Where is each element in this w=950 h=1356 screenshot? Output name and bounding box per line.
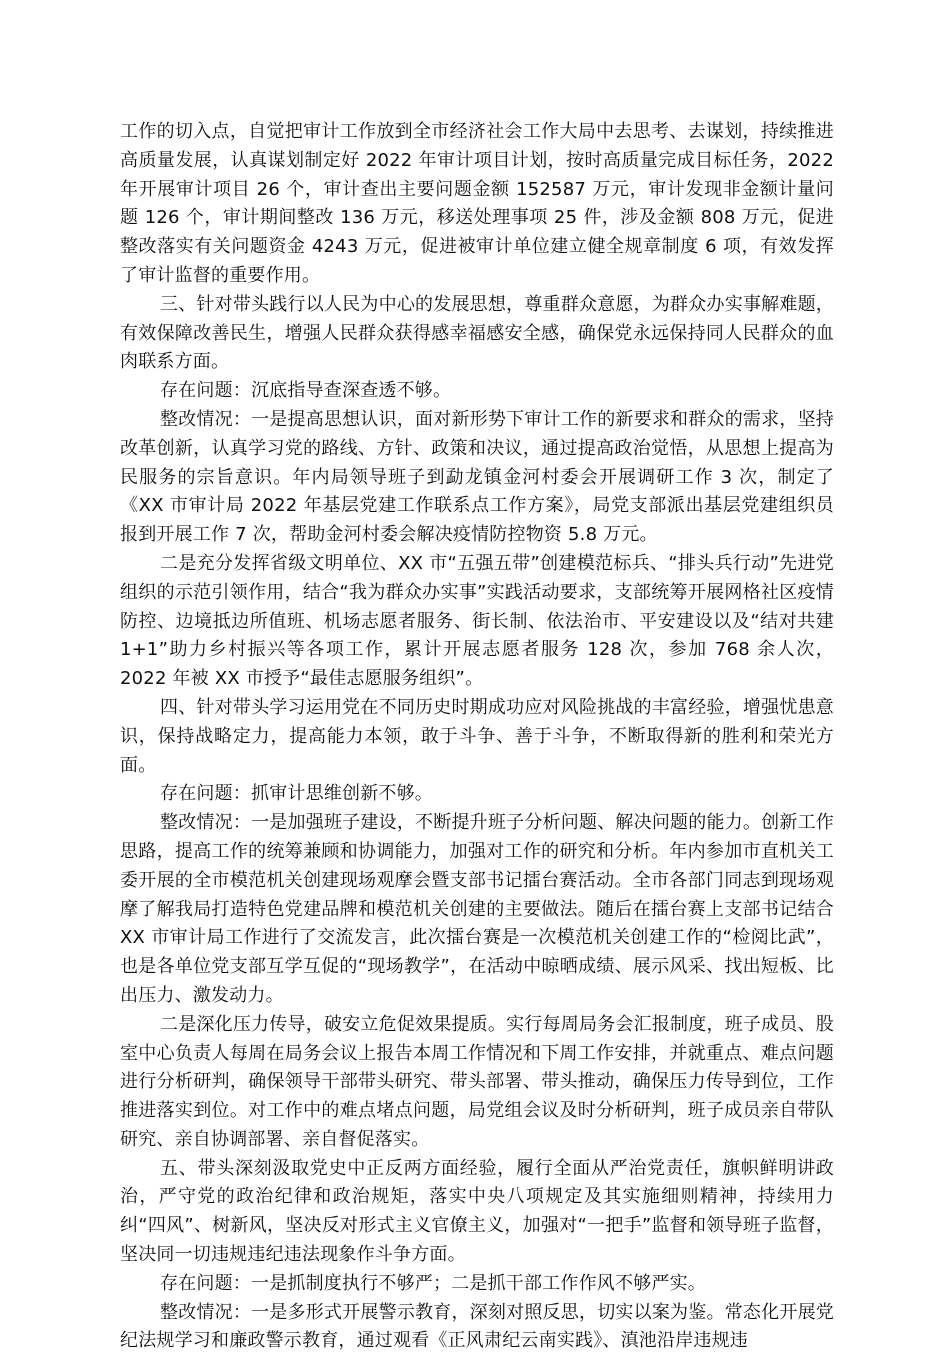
paragraph-section-five-rectification-1: 整改情况：一是多形式开展警示教育，深刻对照反思，切实以案为鉴。常态化开展党纪法规学习和廉政警示教育，通过观看《正风肃纪云南实践》、滇池沿岸违规违 [120, 1301, 834, 1352]
paragraph-section-three-problem: 存在问题：沉底指导查深查透不够。 [160, 380, 452, 402]
paragraph-section-three-rectification-2: 二是充分发挥省级文明单位、XX 市“五强五带”创建模范标兵、“排头兵行动”先进党组织的示范引领作用，结合“我为群众办实事”实践活动要求，支部统筹开展网格社区疫情防控、边境抵边所值班、机场志愿者服务、街长制、依法治市、平安建设以及“结对共建 1+1”助力乡村振兴等各项工作，累计开展志愿者服务 128 次，参加 768 余人次，2022 年被 XX 市授予“最佳志愿服务组织”。 [120, 552, 834, 690]
paragraph-section-three-heading: 三、针对带头践行以人民为中心的发展思想，尊重群众意愿，为群众办实事解难题，有效保障改善民生，增强人民群众获得感幸福感安全感，确保党永远保持同人民群众的血肉联系方面。 [120, 293, 834, 373]
paragraph-section-four-heading: 四、针对带头学习运用党在不同历史时期成功应对风险挑战的丰富经验，增强忧患意识，保持战略定力，提高能力本领，敢于斗争、善于斗争，不断取得新的胜利和荣光方面。 [120, 696, 834, 776]
paragraph-section-four-problem: 存在问题：抓审计思维创新不够。 [160, 783, 433, 805]
paragraph-section-five-heading: 五、带头深刻汲取党史中正反两方面经验，履行全面从严治党责任，旗帜鲜明讲政治，严守党的政治纪律和政治规矩，落实中央八项规定及其实施细则精神，持续用力纠“四风”、树新风，坚决反对形式主义官僚主义，加强对“一把手”监督和领导班子监督，坚决同一切违规违纪违法现象作斗争方面。 [120, 1157, 834, 1266]
document-page [120, 118, 834, 1356]
paragraph-section-four-rectification-2: 二是深化压力传导，破安立危促效果提质。实行每周局务会汇报制度，班子成员、股室中心负责人每周在局务会议上报告本周工作情况和下周工作安排，并就重点、难点问题进行分析研判，确保领导干部带头研究、带头部署、带头推动，确保压力传导到位，工作推进落实到位。对工作中的难点堵点问题，局党组会议及时分析研判，班子成员亲自带队研究、亲自协调部署、亲自督促落实。 [120, 1013, 834, 1150]
paragraph-section-three-rectification-1: 整改情况：一是提高思想认识，面对新形势下审计工作的新要求和群众的需求，坚持改革创新，认真学习党的路线、方针、政策和决议，通过提高政治觉悟，从思想上提高为民服务的宗旨意识。年内局领导班子到勐龙镇金河村委会开展调研工作 3 次，制定了《XX 市审计局 2022 年基层党建工作联系点工作方案》，局党支部派出基层党建组织员报到开展工作 7 次，帮助金河村委会解决疫情防控物资 5.8 万元。 [120, 408, 834, 546]
paragraph-section-five-problem: 存在问题：一是抓制度执行不够严；二是抓干部工作作风不够严实。 [160, 1272, 706, 1294]
paragraph-section-four-rectification-1: 整改情况：一是加强班子建设，不断提升班子分析问题、解决问题的能力。创新工作思路，提高工作的统筹兼顾和协调能力，加强对工作的研究和分析。年内参加市直机关工委开展的全市模范机关创建现场观摩会暨支部书记擂台赛活动。全市各部门同志到现场观摩了解我局打造特色党建品牌和模范机关创建的主要做法。随后在擂台赛上支部书记结合 XX 市审计局工作进行了交流发言，此次擂台赛是一次模范机关创建工作的“检阅比武”，也是各单位党支部互学互促的“现场教学”，在活动中晾晒成绩、展示风采、找出短板、比出压力、激发动力。 [120, 812, 834, 1006]
paragraph-audit-results: 工作的切入点，自觉把审计工作放到全市经济社会工作大局中去思考、去谋划，持续推进高质量发展，认真谋划制定好 2022 年审计项目计划，按时高质量完成目标任务，2022 年开展审计项目 26 个，审计查出主要问题金额 152587 万元，审计发现非金额计量问题 126 个，审计期间整改 136 万元，移送处理事项 25 件，涉及金额 808 万元，促进整改落实有关问题资金 4243 万元，促进被审计单位建立健全规章制度 6 项，有效发挥了审计监督的重要作用。 [120, 121, 834, 286]
